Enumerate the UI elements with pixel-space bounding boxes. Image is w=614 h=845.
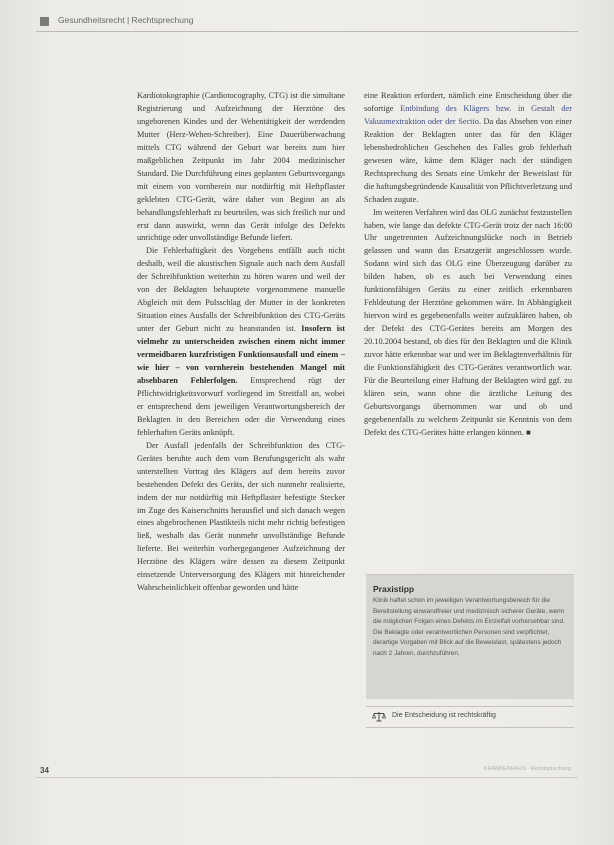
emphasis-text: Insofern ist vielmehr zu unterscheiden zwischen einem nicht immer vermeidbaren kurzfristigen Funktionsausfall und einem – wie hier – von vornherein bestehenden Mangel mit absehbaren Fehlerfolgen. [137,324,346,385]
paragraph [364,90,572,207]
paragraph-text: Entsprechend rügt der Pflichtwidrigkeitsvorwurf vorliegend im Streitfall an, wobei er entsprechend dem jeweiligen Verantwortungsbereich der Beklagten in den Bereichen oder die Verwendung eines fehlerhaften Geräts anknüpft. [137,375,346,437]
highlighted-text: Entbindung des Klägers bzw. in Gestalt der Vakuumextraktion oder der Sectio. [364,103,572,126]
header-rule [36,31,578,32]
scales-icon [372,711,386,722]
footer-publication: KRANKENHAUS · Rechtsprechung [484,766,571,772]
end-mark-icon: ■ [525,427,531,437]
decision-link[interactable] [366,706,574,728]
paragraph-text: Im weiteren Verfahren wird das OLG zunächst festzustellen haben, wie lange das defekte CTG-Gerät trotz der nach 16:00 Uhr ungetrennten Aufzeichnungslücke noch in Betrieb gelassen und wann das Ersatzgerät angeschlossen wurde. Sodann wird sich das OLG eine Überzeugung darüber zu bilden haben, ob es auch bei Verwendung eines funktionsfähigen Geräts zu einer zeitlich erkennbaren Fehldeutung der Herztöne gekommen wäre. In Abhängigkeit hiervon wird es gegebenenfalls weiter aufzuklären haben, ob der Defekt des CTG-Gerätes bereits am Morgen des 20.10.2004 bestand, ob dies für den Beklagten und die Klinik zuvor hätte erkennbar war und wer im Beklagtenverhältnis für die Funktionsfähigkeit des CTG-Gerätes verantwortlich war. Für die Beurteilung einer Haftung der Beklagten wird ggf. zu klären sein, wann ohne die ärztliche Leitung des Geburtsvorgangs übernommen war und ob und gegebenenfalls zu welchem Zeitpunkt sie Kenntnis von dem Defekt des CTG-Gerätes hätte erlangen können. [364,207,572,437]
left-column [137,90,345,595]
paragraph: Der Ausfall jedenfalls der Schreibfunktion des CTG-Gerätes beruhte auch dem vom Berufungsgericht als wahr unterstellten Vortrag des Klägers auf dem bereits zuvor bestehenden Defekt des Geräts, der sich nunmehr realisierte, indem der nur notdürftig mit Heftpflaster befestigte Stecker im Zuge des Kaiserschnitts herausfiel und sich danach wegen eines abgebrochenen Plastikteils nicht mehr richtig befestigen ließ, weshalb das Gerät nunmehr unvollständige Befunde lieferte. Bei weiterhin vorhergegangener Aufzeichnung der Herztöne des Klägers wäre dessen zu diesem Zeitpunkt einsetzende Unterversorgung des Klägers mit hinreichender Wahrscheinlichkeit offenbar geworden und hätte [137,440,345,593]
section-marker [40,17,49,26]
praxistipp-text: Klinik haftet schon im jeweiligen Verantwortungsbereich für die Bereitstellung einwandfreier und medizinisch sicherer Geräte, wenn die möglichen Folgen eines Defekts im Einzelfall vorhersehbar sind. Die Beklagte oder verantwortlichen Personen sind verpflichtet, derartige Vorgaben mit Blick auf die Beweislast, spätestens jedoch nach 2 Jahren, durchzuführen. [373,597,565,657]
paragraph [364,207,572,440]
footer-rule [36,777,578,778]
paragraph-text: Die Fehlerhaftigkeit des Vorgehens entfällt auch nicht deshalb, weil die akustischen Signale auch nach dem Ausfall der Schreibfunktion weiterhin zu hören waren und weil der von der Beklagten behauptete vorgenommene manuelle Abgleich mit dem Pulsschlag der Mutter in der konkreten Situation eines Ausfalls der Schreibfunktion des CTG-Geräts unter der Geburt nicht zu beanstanden ist. [137,246,345,334]
paragraph-text: Da das Absehen von einer Reaktion der Beklagten unter das für den Kläger lebensbedrohlichen Geschehen des Falles grob fehlerhaft gewesen wäre, käme dem Kläger nach der ständigen Rechtsprechung des Senats eine Umkehr der Beweislast für die haftungsbegründende Kausalität von Pflichtverletzung und Schaden zugute. [364,116,572,204]
paragraph-text: eine Reaktion erfordert, nämlich eine Entscheidung über die sofortige [364,91,572,113]
page-number: 34 [40,766,49,775]
right-column [364,90,572,440]
section-header: Gesundheitsrecht | Rechtsprechung [58,15,194,25]
praxistipp-box [366,574,574,699]
paragraph [137,245,345,439]
paragraph: Kardiotokographie (Cardiotocography, CTG) ist die simultane Registrierung und Aufzeichnung der Herztöne des ungeborenen Kindes und der Wehentätigkeit der werdenden Mutter (Herz-Wehen-Schreiber). Eine Dauerüberwachung mittels CTG während der Geburt war bereits zum hier maßgeblichen Zeitpunkt im Jahr 2004 medizinischer Standard. Die Durchführung eines geplanten Geburtsvorgangs mit einem von vornherein nur notdürftig mit Heftpflaster geklebten CTG-Gerät, wäre daher von Beginn an als behandlungsfehlerhaft zu beurteilen, was sich freilich nur und erst dann auswirkt, wenn das Gerät infolge des Defekts unrichtige oder unvollständige Befunde liefert. [137,91,345,243]
decision-link-label: Die Entscheidung ist rechtskräftig [392,712,496,719]
praxistipp-title: Praxistipp [373,584,415,594]
